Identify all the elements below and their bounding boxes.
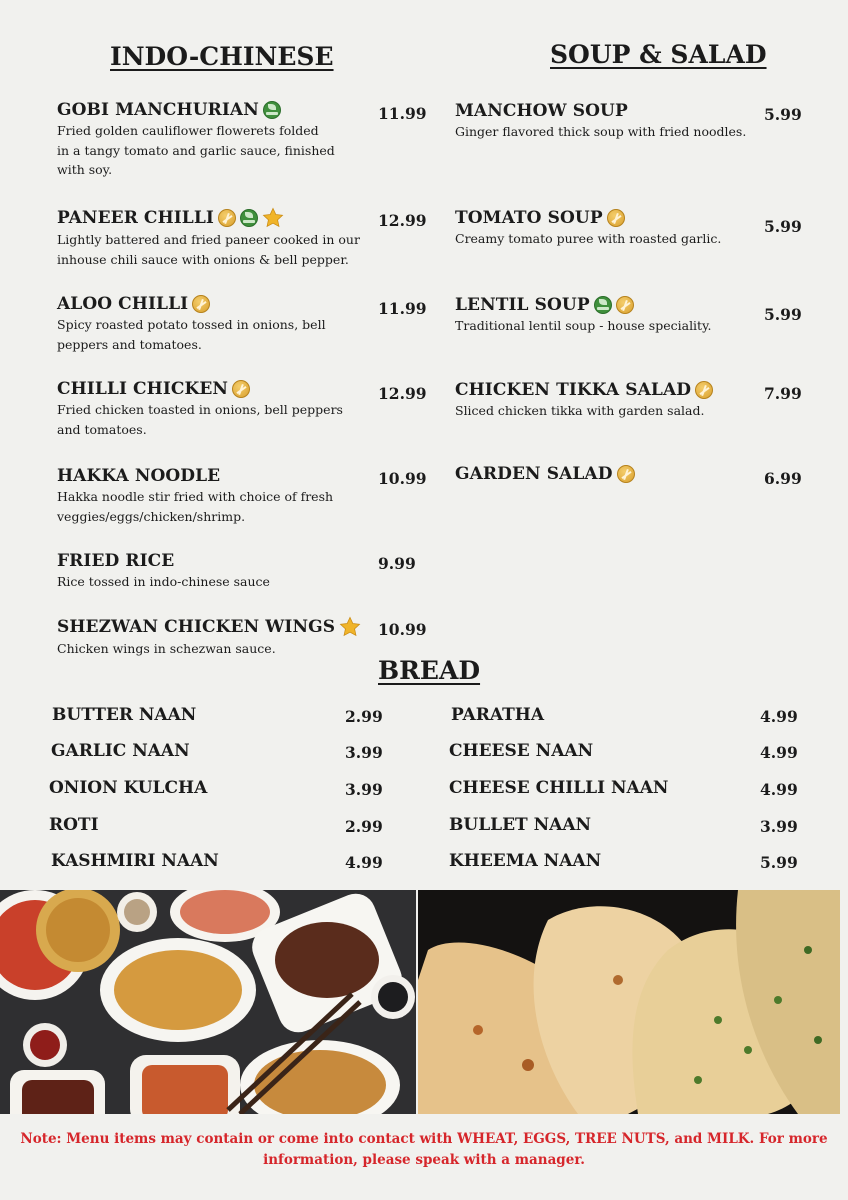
menu-item-name: SHEZWAN CHICKEN WINGS — [57, 617, 336, 637]
description-line: and tomatoes. — [57, 421, 147, 437]
menu-item-price: 5.99 — [764, 305, 802, 324]
menu-item — [455, 380, 713, 421]
menu-item — [57, 207, 360, 269]
menu-item-price: 7.99 — [764, 384, 802, 403]
bread-item-price: 4.99 — [760, 707, 798, 726]
allergen-note-line-2: information, please speak with a manager. — [263, 1152, 585, 1168]
menu-item-name: FRIED RICE — [57, 551, 175, 571]
description-line: Lightly battered and fried paneer cooked in our — [57, 232, 360, 247]
description-line: in a tangy tomato and garlic sauce, finished — [57, 142, 335, 158]
star-icon — [262, 207, 284, 229]
description-line: Fried chicken toasted in onions, bell peppers — [57, 402, 343, 417]
menu-item — [57, 551, 270, 592]
menu-item — [57, 616, 361, 659]
menu-item-description — [57, 315, 326, 354]
gluten-free-icon — [192, 295, 210, 313]
bread-item-name: GARLIC NAAN — [51, 741, 190, 761]
menu-item — [57, 379, 343, 439]
menu-item — [455, 208, 721, 249]
indo-chinese-food-illustration — [0, 890, 416, 1114]
menu-item-name-row — [57, 100, 335, 120]
menu-item-name-row — [455, 208, 721, 228]
naan-bread-photo — [418, 890, 840, 1114]
menu-item-name-row — [57, 551, 270, 571]
bread-item-name: KHEEMA NAAN — [449, 851, 602, 871]
menu-item-description — [57, 230, 360, 269]
vegan-icon — [240, 209, 258, 227]
gluten-free-icon — [218, 209, 236, 227]
menu-item-name: GOBI MANCHURIAN — [57, 100, 259, 120]
menu-item-description — [57, 400, 343, 439]
bread-item-price: 5.99 — [760, 853, 798, 872]
description-line: Traditional lentil soup - house speciality. — [455, 318, 712, 333]
bread-item-price: 4.99 — [760, 780, 798, 799]
menu-item-price: 5.99 — [764, 217, 802, 236]
bread-item-name: PARATHA — [451, 705, 545, 725]
menu-item-name: HAKKA NOODLE — [57, 466, 221, 486]
allergen-note — [20, 1129, 828, 1171]
menu-item-price: 10.99 — [378, 620, 427, 639]
description-line: Rice tossed in indo-chinese sauce — [57, 574, 270, 589]
menu-item-name-row — [57, 466, 333, 486]
allergen-note-line-1: Note: Menu items may contain or come into contact with WHEAT, EGGS, TREE NUTS, and MILK. For more — [20, 1131, 828, 1147]
naan-bread-illustration — [418, 890, 840, 1114]
description-line: with soy. — [57, 162, 113, 177]
gluten-free-icon — [617, 465, 635, 483]
indo-chinese-title: INDO-CHINESE — [110, 42, 334, 71]
description-line: Hakka noodle stir fried with choice of fresh — [57, 489, 334, 504]
bread-item-name: ONION KULCHA — [49, 778, 208, 798]
star-icon — [339, 616, 361, 638]
menu-item — [455, 101, 746, 142]
menu-item-name-row — [455, 101, 746, 121]
gluten-free-icon — [695, 381, 713, 399]
menu-item — [455, 464, 635, 484]
menu-item-description — [57, 121, 335, 180]
gluten-free-icon — [607, 209, 625, 227]
menu-item-name-row — [57, 616, 361, 638]
bread-item-price: 4.99 — [760, 743, 798, 762]
description-line: Ginger flavored thick soup with fried noodles. — [455, 124, 747, 139]
description-line: Fried golden cauliflower flowerets folded — [57, 123, 319, 138]
menu-item-description — [455, 229, 721, 249]
menu-item — [57, 100, 335, 180]
description-line: peppers and tomatoes. — [57, 336, 202, 352]
bread-item-name: CHEESE CHILLI NAAN — [449, 778, 669, 798]
menu-item-description — [57, 572, 270, 592]
menu-item-name: PANEER CHILLI — [57, 208, 214, 228]
description-line: Spicy roasted potato tossed in onions, bell — [57, 317, 326, 332]
menu-item-price: 10.99 — [378, 469, 427, 488]
vegan-icon — [263, 101, 281, 119]
bread-title: BREAD — [378, 656, 481, 685]
bread-item-price: 3.99 — [345, 780, 383, 799]
menu-item-name: LENTIL SOUP — [455, 295, 590, 315]
menu-item-description — [455, 122, 746, 142]
menu-item-price: 12.99 — [378, 384, 427, 403]
menu-item-description — [57, 487, 333, 526]
bread-item-name: BULLET NAAN — [449, 815, 592, 835]
menu-item-price: 9.99 — [378, 554, 416, 573]
bread-item-name: ROTI — [49, 815, 99, 835]
menu-item-description — [57, 639, 361, 659]
bread-item-price: 2.99 — [345, 817, 383, 836]
menu-item-name-row — [57, 294, 326, 314]
menu-item-price: 11.99 — [378, 104, 427, 123]
menu-item-price: 6.99 — [764, 469, 802, 488]
menu-item-description — [455, 401, 713, 421]
menu-item-name: CHICKEN TIKKA SALAD — [455, 380, 692, 400]
menu-item-name-row — [455, 380, 713, 400]
menu-item — [57, 294, 326, 354]
menu-item-price: 12.99 — [378, 211, 427, 230]
bread-item-price: 4.99 — [345, 853, 383, 872]
indo-chinese-food-photo — [0, 890, 416, 1114]
gluten-free-icon — [616, 296, 634, 314]
menu-item-name: CHILLI CHICKEN — [57, 379, 229, 399]
menu-item-name: ALOO CHILLI — [57, 294, 189, 314]
gluten-free-icon — [232, 380, 250, 398]
menu-item-name-row — [57, 207, 360, 229]
menu-item-name: GARDEN SALAD — [455, 464, 613, 484]
menu-item-description — [455, 316, 711, 336]
bread-item-name: BUTTER NAAN — [52, 705, 197, 725]
description-line: Chicken wings in schezwan sauce. — [57, 641, 276, 656]
menu-item-name: MANCHOW SOUP — [455, 101, 628, 121]
bread-item-name: CHEESE NAAN — [449, 741, 594, 761]
soup-salad-title: SOUP & SALAD — [550, 40, 767, 69]
description-line: veggies/eggs/chicken/shrimp. — [57, 508, 246, 524]
menu-item-name-row — [455, 464, 635, 484]
vegan-icon — [594, 296, 612, 314]
menu-item-name-row — [455, 295, 711, 315]
description-line: Creamy tomato puree with roasted garlic. — [455, 231, 722, 246]
menu-item — [455, 295, 711, 336]
bread-item-price: 3.99 — [345, 743, 383, 762]
description-line: inhouse chili sauce with onions & bell pepper. — [57, 251, 349, 267]
bread-item-name: KASHMIRI NAAN — [51, 851, 219, 871]
menu-item-price: 5.99 — [764, 105, 802, 124]
bread-item-price: 2.99 — [345, 707, 383, 726]
menu-item-name: TOMATO SOUP — [455, 208, 603, 228]
description-line: Sliced chicken tikka with garden salad. — [455, 403, 705, 418]
menu-item-name-row — [57, 379, 343, 399]
menu-item — [57, 466, 333, 526]
bread-item-price: 3.99 — [760, 817, 798, 836]
menu-item-price: 11.99 — [378, 299, 427, 318]
